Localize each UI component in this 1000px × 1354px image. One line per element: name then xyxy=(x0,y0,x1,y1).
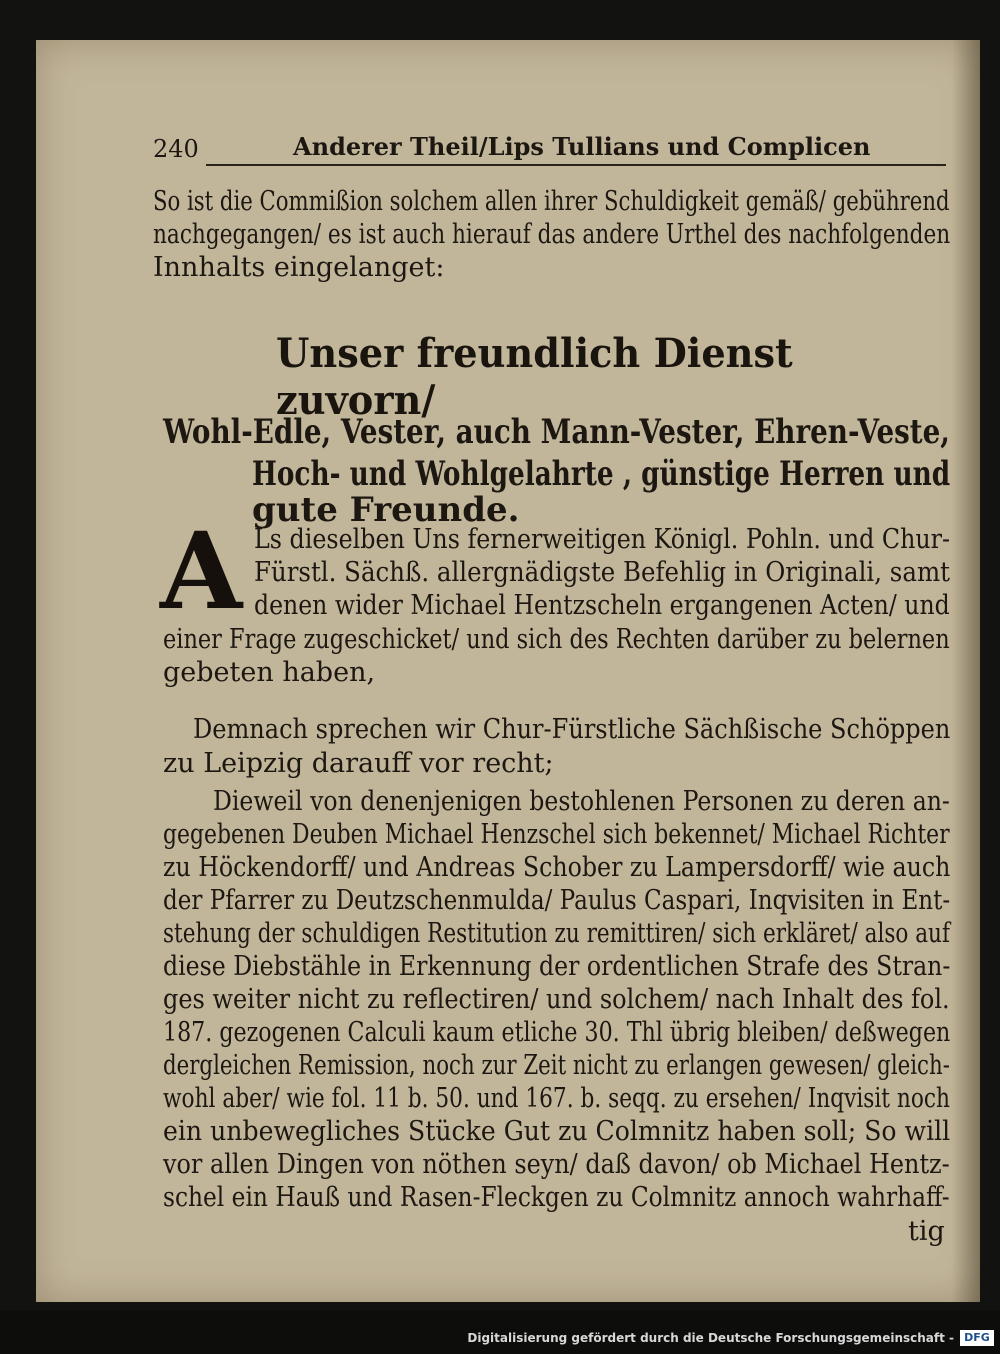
letter-heading: Unser freundlich Dienst zuvorn/ xyxy=(276,330,793,424)
paragraph3-line: stehung der schuldigen Restitution zu remittiren/ sich erkläret/ also auf xyxy=(163,918,950,949)
paragraph2-line: zu Leipzig darauff vor recht; xyxy=(163,748,554,779)
intro-line: Innhalts eingelanget: xyxy=(153,252,445,283)
drop-cap: A xyxy=(160,508,243,633)
paragraph1-line: Fürstl. Sächß. allergnädigste Befehlig in Originali, samt xyxy=(254,557,950,588)
book-page xyxy=(36,40,980,1302)
salutation-line: Wohl-Edle, Vester, auch Mann-Vester, Ehren-Veste, xyxy=(163,412,950,452)
paragraph3-line: ges weiter nicht zu reflectiren/ und solchem/ nach Inhalt des fol. xyxy=(163,984,950,1015)
page-number: 240 xyxy=(153,135,199,163)
catchword: tig xyxy=(908,1216,945,1247)
paragraph1-line: denen wider Michael Hentzscheln ergangenen Acten/ und xyxy=(254,590,950,621)
paragraph3-line: schel ein Hauß und Rasen-Fleckgen zu Colmnitz annoch wahrhaff- xyxy=(163,1182,950,1213)
intro-line: nachgegangen/ es ist auch hierauf das andere Urthel des nachfolgenden xyxy=(153,219,951,250)
paragraph3-line: Dieweil von denenjenigen bestohlenen Personen zu deren an- xyxy=(213,786,950,817)
paragraph3-line: wohl aber/ wie fol. 11 b. 50. und 167. b. seqq. zu ersehen/ Inqvisit noch xyxy=(163,1083,950,1114)
paragraph3-line: der Pfarrer zu Deutzschenmulda/ Paulus Caspari, Inqvisiten in Ent- xyxy=(163,885,951,916)
paragraph3-line: diese Diebstähle in Erkennung der ordentlichen Strafe des Stran- xyxy=(163,951,951,982)
funding-notice: Digitalisierung gefördert durch die Deutsche Forschungsgemeinschaft - xyxy=(467,1331,954,1345)
salutation-line: gute Freunde. xyxy=(252,490,520,530)
paragraph2-line: Demnach sprechen wir Chur-Fürstliche Sächßische Schöppen xyxy=(193,714,951,745)
paragraph3-line: zu Höckendorff/ und Andreas Schober zu Lampersdorff/ wie auch xyxy=(163,852,951,883)
paragraph3-line: gegebenen Deuben Michael Henzschel sich bekennet/ Michael Richter xyxy=(163,819,950,850)
paragraph3-line: 187. gezogenen Calculi kaum etliche 30. Thl übrig bleiben/ deßwegen xyxy=(163,1017,951,1048)
paragraph1-line: gebeten haben, xyxy=(163,657,376,688)
paragraph3-line: vor allen Dingen von nöthen seyn/ daß davon/ ob Michael Hentz- xyxy=(163,1149,950,1180)
paragraph1-line: Ls dieselben Uns fernerweitigen Königl. Pohln. und Chur- xyxy=(254,524,951,555)
salutation-line: Hoch- und Wohlgelahrte , günstige Herren und xyxy=(252,454,951,494)
header-rule xyxy=(206,164,946,166)
running-title: Anderer Theil/Lips Tullians und Complicen xyxy=(293,132,871,161)
intro-line: So ist die Commißion solchem allen ihrer Schuldigkeit gemäß/ gebührend xyxy=(153,186,950,217)
dfg-logo: DFG xyxy=(960,1330,994,1346)
paragraph3-line: ein unbewegliches Stücke Gut zu Colmnitz haben soll; So will xyxy=(163,1116,951,1147)
paragraph1-line: einer Frage zugeschicket/ und sich des Rechten darüber zu belernen xyxy=(163,624,950,655)
paragraph3-line: dergleichen Remission, noch zur Zeit nicht zu erlangen gewesen/ gleich- xyxy=(163,1050,950,1081)
